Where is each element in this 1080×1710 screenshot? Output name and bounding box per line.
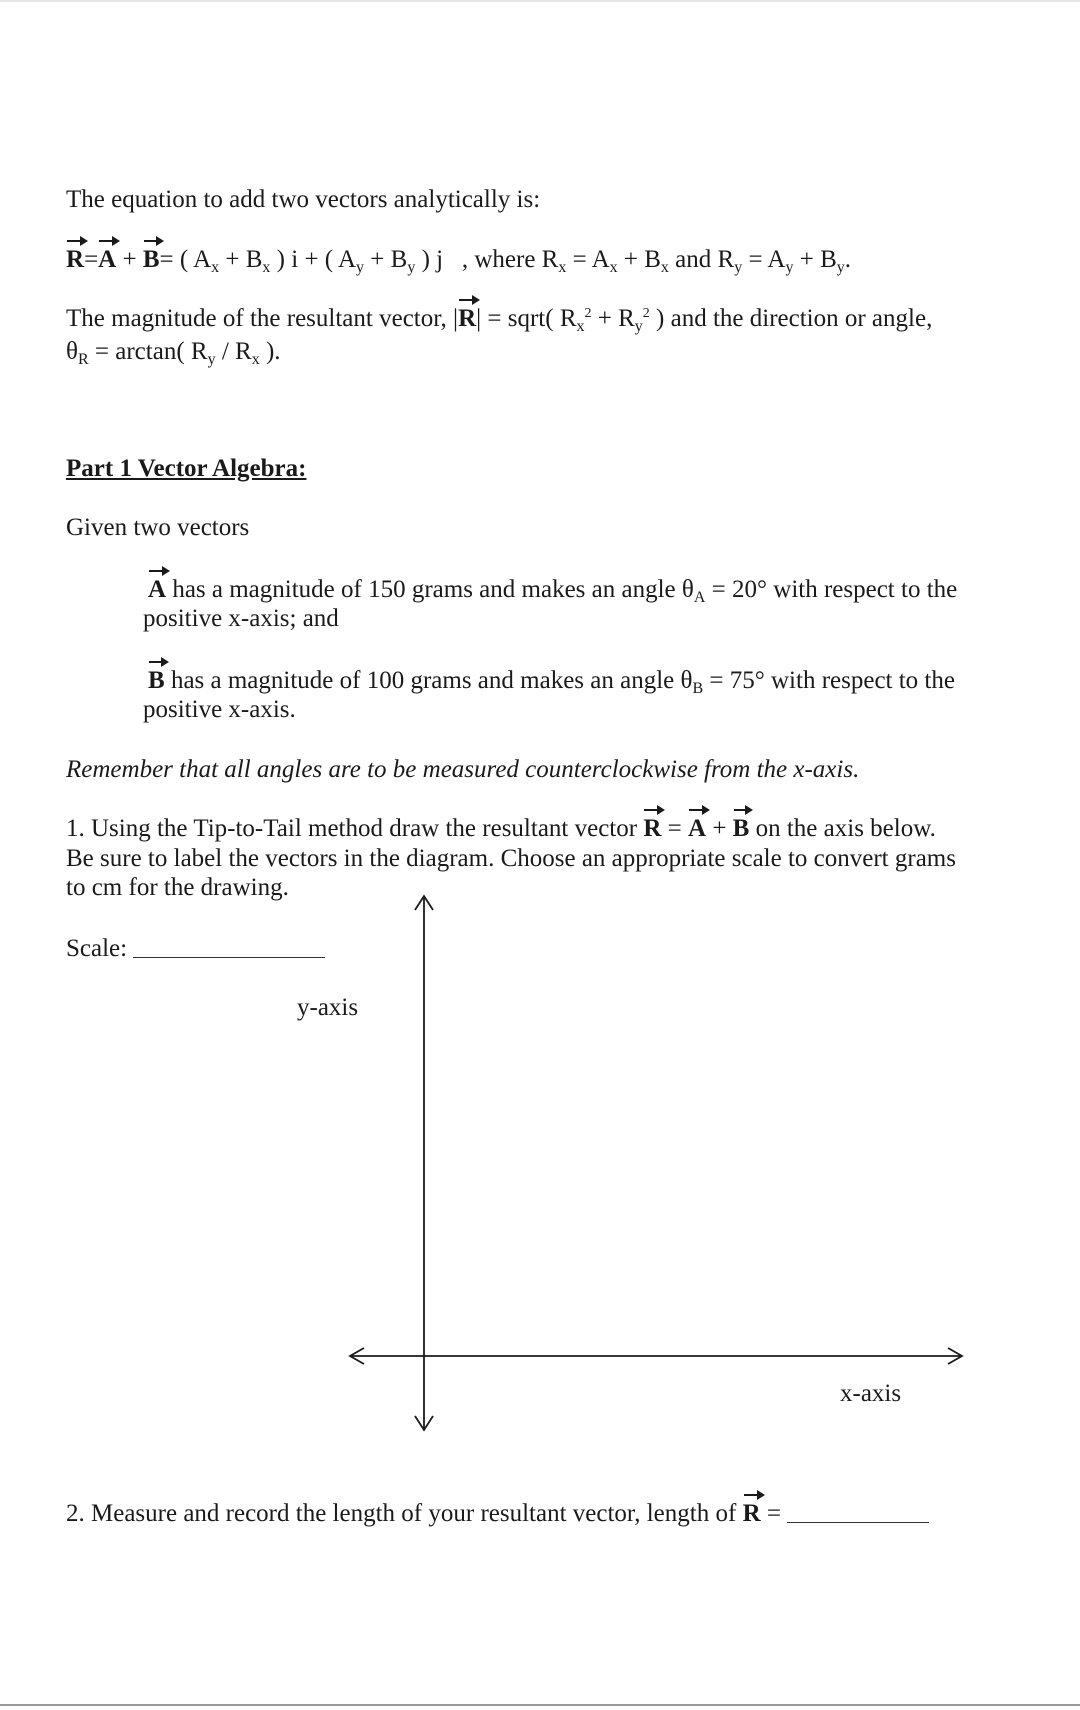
intro-text: The equation to add two vectors analytically is: — [66, 186, 541, 213]
vector-b-symbol: B — [142, 246, 160, 273]
y-axis-label: y-axis — [297, 994, 359, 1021]
direction-angle-formula: $\theta_R = \arctan$( $R_y / R_x$ ). — [66, 338, 281, 368]
vector-r-symbol: R — [66, 246, 85, 273]
vector-a-description: A has a magnitude of 150 grams and makes an angle $\theta_A = 20^\circ$ with respect to the — [148, 576, 958, 606]
vector-r-symbol: R — [458, 305, 477, 332]
question1-line2: Be sure to label the vectors in the diagram. Choose an appropriate scale to convert grams — [66, 845, 956, 872]
remember-note: Remember that all angles are to be measured counterclockwise from the x-axis. — [66, 756, 860, 783]
vector-b-description-line2: positive x-axis. — [143, 696, 296, 723]
vector-r-symbol: R — [643, 815, 662, 842]
scale-label: Scale: — [66, 935, 128, 962]
question1-line1: 1. Using the Tip-to-Tail method draw the resultant vector R = A + B on the axis below. — [66, 815, 936, 842]
vector-b-description: B has a magnitude of 100 grams and makes an angle $\theta_B = 75^\circ$ with respect to the — [148, 667, 955, 697]
length-answer-blank[interactable] — [787, 1502, 929, 1523]
vector-a-symbol: A — [148, 576, 167, 603]
vector-a-symbol: A — [98, 246, 117, 273]
vector-a-description-line2: positive x-axis; and — [143, 605, 339, 632]
vector-addition-equation: R=A + B= ( $A_x + B_x$ ) i + ( $A_y + B_y$ ) j , where $R_x = A_x + B_x$ and $R_y = A_y + B_y$. — [66, 246, 852, 276]
part1-heading: Part 1 Vector Algebra: — [66, 455, 307, 482]
vector-b-symbol: B — [148, 667, 165, 694]
magnitude-text: The magnitude of the resultant vector, |R| = sqrt( $R_x^2 + R_y^2$ ) and the direction or angle, — [66, 305, 933, 335]
vector-b-symbol: B — [732, 815, 750, 842]
page-bottom-border — [0, 1704, 1080, 1706]
given-vectors-text: Given two vectors — [66, 514, 250, 541]
vector-r-symbol: R — [742, 1500, 761, 1527]
x-axis-label: x-axis — [840, 1380, 902, 1407]
question2: 2. Measure and record the length of your resultant vector, length of R = — [66, 1500, 929, 1528]
question1-line3: to cm for the drawing. — [66, 874, 289, 901]
vector-a-symbol: A — [688, 815, 707, 842]
